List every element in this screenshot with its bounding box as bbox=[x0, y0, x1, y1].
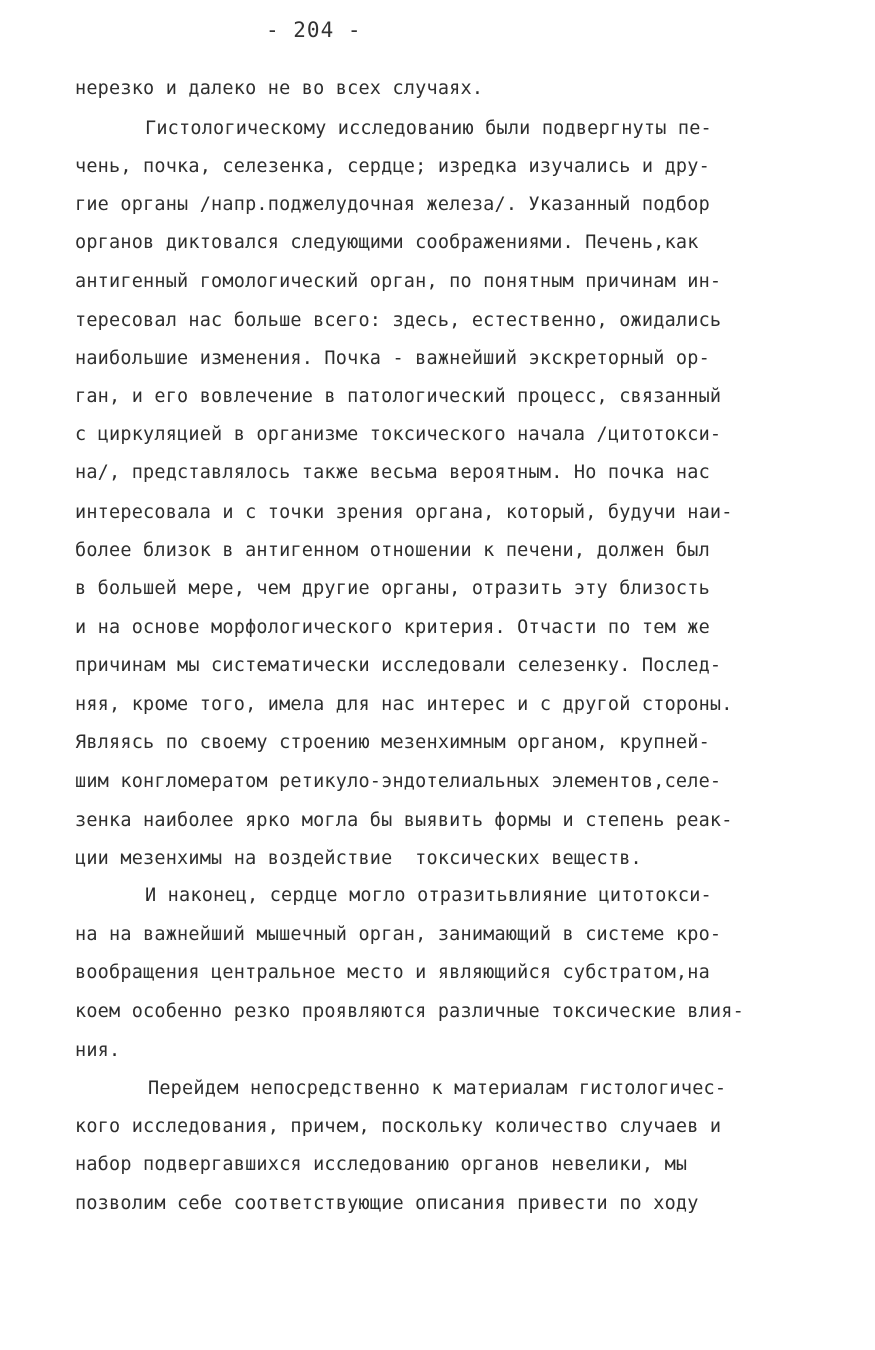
text-line: с циркуляцией в организме токсического начала /цитотокси- bbox=[75, 424, 722, 445]
text-line: няя, кроме того, имела для нас интерес и с другой стороны. bbox=[75, 694, 733, 715]
text-line: чень, почка, селезенка, сердце; изредка изучались и дру- bbox=[75, 156, 710, 177]
text-line: ции мезенхимы на воздействие токсических веществ. bbox=[75, 848, 642, 869]
text-line: коем особенно резко проявляются различные токсические влия- bbox=[75, 1001, 744, 1022]
text-line: зенка наиболее ярко могла бы выявить формы и степень реак- bbox=[75, 810, 733, 831]
text-line: наибольшие изменения. Почка - важнейший экскреторный ор- bbox=[75, 348, 710, 369]
text-line: интересовала и с точки зрения органа, который, будучи наи- bbox=[75, 502, 733, 523]
page-number: - 204 - bbox=[266, 18, 362, 42]
text-line: шим конгломератом ретикуло-эндотелиальных элементов,селе- bbox=[75, 771, 722, 792]
text-line: в большей мере, чем другие органы, отразить эту близость bbox=[75, 578, 710, 599]
text-line: ния. bbox=[75, 1040, 121, 1061]
text-line: антигенный гомологический орган, по понятным причинам ин- bbox=[75, 271, 722, 292]
text-line: причинам мы систематически исследовали селезенку. Послед- bbox=[75, 655, 722, 676]
text-line: и на основе морфологического критерия. Отчасти по тем же bbox=[75, 617, 710, 638]
text-line: И наконец, сердце могло отразитьвлияние цитотокси- bbox=[145, 885, 712, 906]
text-line: на/, представлялось также весьма вероятным. Но почка нас bbox=[75, 462, 710, 483]
text-line: вообращения центральное место и являющийся субстратом,на bbox=[75, 962, 710, 983]
text-line: органов диктовался следующими соображениями. Печень,как bbox=[75, 232, 699, 253]
text-line: Перейдем непосредственно к материалам гистологичес- bbox=[148, 1078, 727, 1099]
text-line: кого исследования, причем, поскольку количество случаев и bbox=[75, 1116, 722, 1137]
text-line: более близок в антигенном отношении к печени, должен был bbox=[75, 540, 710, 561]
text-line: тересовал нас больше всего: здесь, естественно, ожидались bbox=[75, 310, 722, 331]
text-line: Являясь по своему строению мезенхимным органом, крупней- bbox=[75, 732, 710, 753]
text-line: позволим себе соответствующие описания привести по ходу bbox=[75, 1193, 699, 1214]
text-line: гие органы /напр.поджелудочная железа/. Указанный подбор bbox=[75, 194, 710, 215]
text-line: Гистологическому исследованию были подвергнуты пе- bbox=[145, 118, 712, 139]
text-line: набор подвергавшихся исследованию органов невелики, мы bbox=[75, 1154, 688, 1175]
text-line: на на важнейший мышечный орган, занимающий в системе кро- bbox=[75, 924, 722, 945]
text-line: ган, и его вовлечение в патологический процесс, связанный bbox=[75, 386, 722, 407]
text-line: нерезко и далеко не во всех случаях. bbox=[75, 78, 484, 99]
